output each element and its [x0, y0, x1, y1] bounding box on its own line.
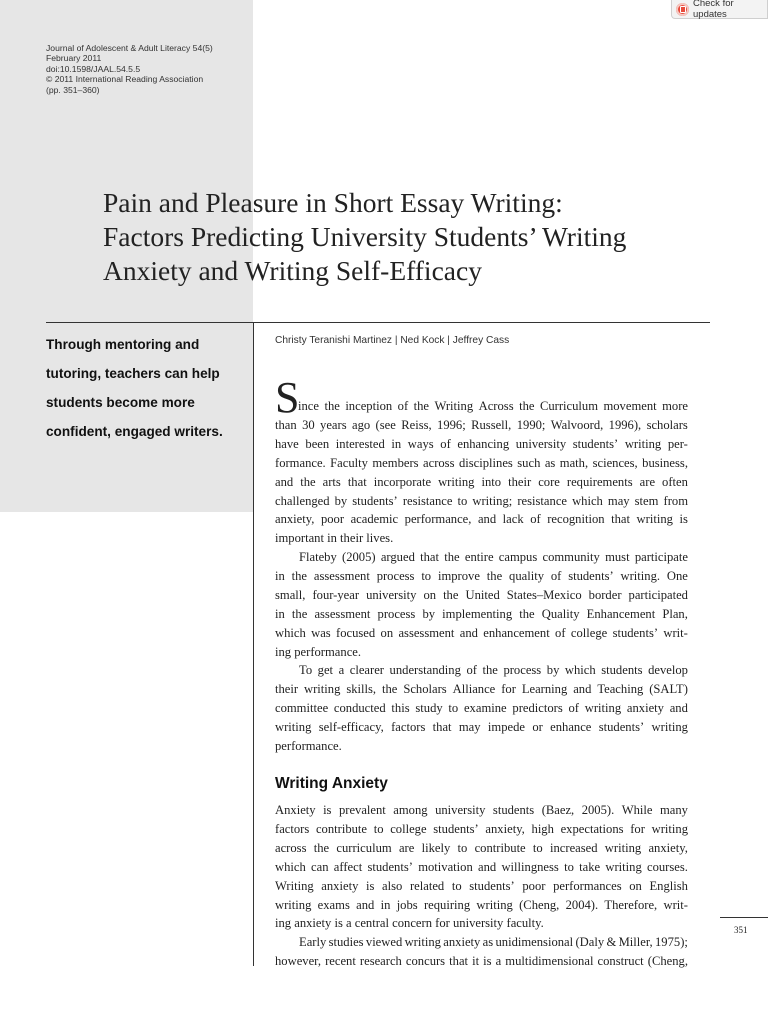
page-range: (pp. 351–360)	[46, 84, 100, 95]
text-line: Writing anxiety is also related to students’ poor performances on English	[275, 878, 688, 893]
pullquote-line: students become more	[46, 395, 195, 410]
paragraph-salt	[275, 661, 688, 756]
title-divider	[46, 322, 710, 323]
title-line: Pain and Pleasure in Short Essay Writing:	[103, 187, 563, 218]
doi: doi:10.1598/JAAL.54.5.5	[46, 63, 141, 74]
check-updates-label: Check for updates	[693, 0, 734, 20]
title-line: Anxiety and Writing Self-Efficacy	[103, 255, 482, 286]
text-line: their writing skills, the Scholars Alliance for Learning and Teaching (SALT)	[275, 681, 688, 696]
text-line: anxiety, poor academic performance, and lack of recognition that writing is	[275, 512, 688, 527]
text-line: performance.	[275, 738, 342, 753]
pull-quote	[46, 330, 246, 446]
journal-metadata	[46, 43, 213, 95]
text-line: Early studies viewed writing anxiety as unidimensional (Daly & Miller, 1975);	[299, 935, 688, 949]
drop-cap: S	[275, 373, 300, 422]
text-line: small, four-year university on the United States–Mexico border participated	[275, 587, 688, 602]
text-line: have been interested in ways of enhancing university students’ writing per-	[275, 436, 688, 451]
copyright: © 2011 International Reading Association	[46, 74, 204, 85]
text-line: To get a clearer understanding of the process by which students develop	[299, 663, 688, 677]
text-line: formance. Faculty members across disciplines such as math, sciences, business,	[275, 455, 688, 470]
paragraph-early-studies	[275, 933, 688, 971]
text-line: Flateby (2005) argued that the entire campus community must participate	[299, 550, 688, 564]
text-line: which can affect students’ motivation and willingness to take writing courses.	[275, 859, 688, 874]
section-heading: Writing Anxiety	[275, 775, 388, 792]
text-line: ing anxiety is a central concern for university faculty.	[275, 916, 544, 931]
text-line: writing exams and in jobs requiring writing (Cheng, 2004). Therefore, writ-	[275, 897, 688, 912]
text-line: in the assessment process by implementing the Quality Enhancement Plan,	[275, 606, 688, 621]
check-for-updates-button[interactable]	[671, 0, 768, 19]
text-line: than 30 years ago (see Reiss, 1996; Russell, 1990; Walvoord, 1996), scholars	[275, 417, 688, 432]
page-number: 351	[734, 925, 748, 935]
paragraph-anxiety	[275, 801, 688, 933]
text-line: important in their lives.	[275, 531, 394, 546]
text-line: writing self-efficacy, factors that may impede or enhance students’ writing	[275, 719, 688, 734]
text-line: which was focused on assessment and enhancement of college students’ writ-	[275, 625, 688, 640]
pullquote-line: Through mentoring and	[46, 337, 200, 352]
page-number-rule	[720, 917, 768, 918]
pullquote-line: tutoring, teachers can help	[46, 366, 220, 381]
check-updates-icon	[676, 3, 689, 16]
text-line: challenged by students’ resistance to writing; resistance which may stem from	[275, 493, 688, 508]
paragraph-flateby	[275, 548, 688, 661]
text-line: committee conducted this study to examine predictors of writing anxiety and	[275, 700, 688, 715]
text-line: factors contribute to college students’ anxiety, high expectations for writing	[275, 821, 688, 836]
journal-name: Journal of Adolescent & Adult Literacy 54(5)	[46, 43, 213, 53]
text-line: ing performance.	[275, 644, 362, 659]
text-line: however, recent research concurs that it is a multidimensional construct (Cheng,	[275, 953, 688, 968]
issue-date: February 2011	[46, 53, 102, 64]
text-line: Anxiety is prevalent among university students (Baez, 2005). While many	[275, 803, 688, 817]
title-line: Factors Predicting University Students’ Writing	[103, 221, 627, 252]
author-list: Christy Teranishi Martinez | Ned Kock | Jeffrey Cass	[275, 335, 510, 346]
article-title	[103, 186, 723, 288]
text-line: across the curriculum are likely to contribute to increased writing anxiety,	[275, 840, 688, 855]
paragraph-intro	[275, 397, 688, 548]
column-divider	[253, 322, 254, 966]
text-line: in the assessment process to improve the quality of students’ writing. One	[275, 568, 688, 583]
pullquote-line: confident, engaged writers.	[46, 424, 223, 439]
text-line: ince the inception of the Writing Across the Curriculum movement more	[298, 399, 688, 413]
text-line: and the arts that incorporate writing into their core requirements are often	[275, 474, 688, 489]
